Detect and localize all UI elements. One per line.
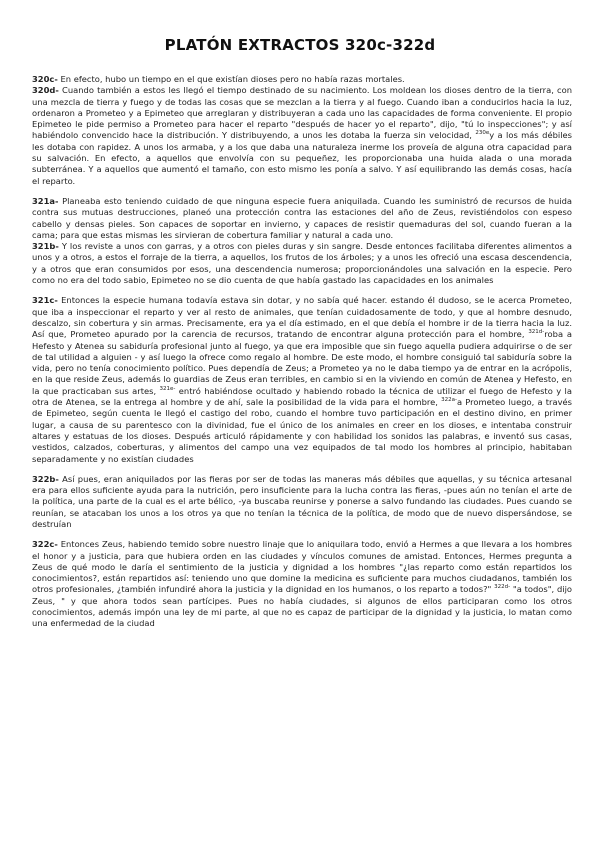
paragraph-text: "a todos", dijo Zeus, " y que ahora todos sean partícipes. Pues no había ciudades, si algunos de ellos participaran como los otros conocimientos, además impón una ley de mi parte, al que no es capaz de participar de la dignidad y la justicia, lo matan como una enfermedad de la ciudad (32, 584, 572, 629)
section-ref: 320d- (32, 85, 59, 96)
page-title: PLATÓN EXTRACTOS 320c-322d (164, 36, 436, 54)
paragraph-text: Cuando también a estos les llegó el tiempo destinado de su nacimiento. Los moldean los dioses dentro de la tierra, con una mezcla de tierra y fuego y de todas las cosas que se mezclan a la tierra y al fuego. Cuando iban a conducirlos hacia la luz, ordenaron a Prometeo y a Epimeteo que arreglaran y distribuyeran a cada uno las capacidades de forma conveniente. El propio Epimeteo le pide permiso a Prometeo para hacer el reparto "después de hacer yo el reparto", dijo, "tú lo inspecciones"; y así habiéndolo convencido hace la distribución. Y distribuyendo, a unos les dotaba la fuerza sin velocidad, (32, 85, 572, 141)
paragraph-text: y a los más débiles les dotaba con rapidez. A unos los armaba, y a los que daba una naturaleza inerme los proveía de alguna otra capacidad para su salvación. En efecto, a aquellos que envolvía con su pequeñez, les proporcionaba una huida alada o una morada subterránea. Y a aquellos que aumentó el tamaño, con esto mismo les ponía a salvo. Y así equilibrando las demás cosas, hacía el reparto. (32, 130, 572, 186)
paragraph-320c (32, 74, 572, 85)
section-ref: 321a- (32, 195, 59, 206)
paragraph-text: En efecto, hubo un tiempo en el que existían dioses pero no había razas mortales. (57, 74, 405, 84)
paragraph-322c (32, 539, 572, 629)
section-ref: 321c- (32, 295, 58, 306)
inline-section-ref: 321e- (159, 385, 176, 392)
paragraph-text: Entonces la especie humana todavía estava sin dotar, y no sabía qué hacer. estando él dudoso, se le acerca Prometeo, que iba a inspeccionar el reparto y ver al resto de animales, que tenían cuidadosamente de todo, y que al hombre desnudo, descalzo, sin cobertura y sin armas. Precisamente, era ya el día estimado, en el que debía el hombre ir de la tierra hacia la luz. Así que, Prometeo apurado por la carencia de recursos, tratando de encontrar alguna protección para el hombre, (32, 295, 572, 340)
paragraph-text: Y los reviste a unos con garras, y a otros con pieles duras y sin sangre. Desde entonces facilitaba diferentes alimentos a unos y a otros, a estos el forraje de la tierra, a aquellos, los frutos de los árboles; y a unos les ofreció una escasa descendencia, y a otros que eran consumidos por esos, una descendencia numerosa; proporcionándoles una salvación en la especie. Pero como no era del todo sabio, Epimeteo no se dio cuenta de que había gastado las capacidades en los animales (32, 241, 572, 286)
inline-section-ref: 322a- (441, 397, 457, 404)
paragraph-text: Así pues, eran aniquilados por las fieras por ser de todas las maneras más débiles que aquellas, y su técnica artesanal era para ellos suficiente ayuda para la nutrición, pero insuficiente para la lucha contra las fieras, -pues aún no tenían el arte de la política, una parte de la cual es el arte bélico, -ya buscaba reunirse y ponerse a salvo fundando las ciudades. Pues cuando se reunían, se atacaban los unos a los otros ya que no tenían la técnica de la política, de modo que de nuevo dispersándose, se destruían (32, 473, 572, 529)
paragraph-text: Planeaba esto teniendo cuidado de que ninguna especie fuera aniquilada. Cuando les suministró de recursos de huida contra sus mutuas destrucciones, planeó una protección contra las estaciones del año de Zeus, revistiéndolos con espeso cabello y densas pieles. Son capaces de soportar en invierno, y capaces de resistir quemaduras del sol, cuando fueran a la cama; para que estas mismas les sirvieran de cobertura familiar y natural a cada uno. (32, 195, 572, 240)
document-body (32, 74, 572, 630)
section-ref: 322c- (32, 539, 58, 550)
paragraph-text: a Prometeo luego, a través de Epimeteo, según cuenta le llegó el castigo del robo, cuando el hombre tuvo participación en el destino divino, en primer lugar, a causa de su parentesco con la divinidad, fue el único de los animales en creer en los dioses, e intentaba construir altares y estatuas de los dioses. Después articuló rápidamente y con habilidad los sonidos las palabras, e inventó sus casas, vestidos, calzados, coberturas, y alimentos del campo una vez equipados de tal modo los hombres al principio, habitaban separadamente y no existían ciudades (32, 397, 572, 464)
inline-section-ref: 230e (475, 130, 490, 137)
section-ref: 322b- (32, 473, 59, 484)
paragraph-text: Entonces Zeus, habiendo temido sobre nuestro linaje que lo aniquilara todo, envió a Hermes a que llevara a los hombres el honor y a justicia, para que hubiera orden en las ciudades y vínculos comunes de amistad. Entonces, Hermes pregunta a Zeus de qué modo le daría el sentimiento de la justicia y dignidad a los hombres "¿las reparto como están repartidos los conocimientos?, están repartidos así: teniendo uno que domine la medicina es suficiente para muchos ciudadanos, también los otros profesionales, ¿también infundiré ahora la justicia y la dignidad en los humanos, o los reparto a todos?" (32, 539, 572, 595)
paragraph-321c (32, 295, 572, 464)
inline-section-ref: 321d- (528, 329, 545, 336)
paragraph-322b (32, 474, 572, 530)
paragraph-text: roba a Hefesto y Atenea su sabiduría profesional junto al fuego, ya que era imposible que sin fuego aquella pudiera adquirirse o de ser de tal utilidad a alguien - y así luego la ofrece como regalo al hombre. De este modo, el hombre consiguió tal sabiduría sobre la vida, pero no tenía conocimiento político. Pues dependía de Zeus; a Prometeo ya no le daba tiempo ya de entrar en la acrópolis, en la que reside Zeus, además lo guardias de Zeus eran terribles, en cambio si en la viviendo en común de Atenea y Hefesto, en la que practicaban sus artes, (32, 329, 573, 396)
section-ref: 320c- (32, 74, 58, 84)
inline-section-ref: 322d- (494, 584, 511, 591)
paragraph-321a (32, 196, 572, 241)
section-ref: 321b- (32, 241, 59, 252)
paragraph-321b (32, 241, 572, 286)
paragraph-320d (32, 85, 572, 187)
paragraph-text: entró habiéndose ocultado y habiendo robado la técnica de utilizar el fuego de Hefesto y la otra de Atenea, se la entrega al hombre y de ahí, sale la posibilidad de la vida para el hombre, (32, 385, 572, 408)
